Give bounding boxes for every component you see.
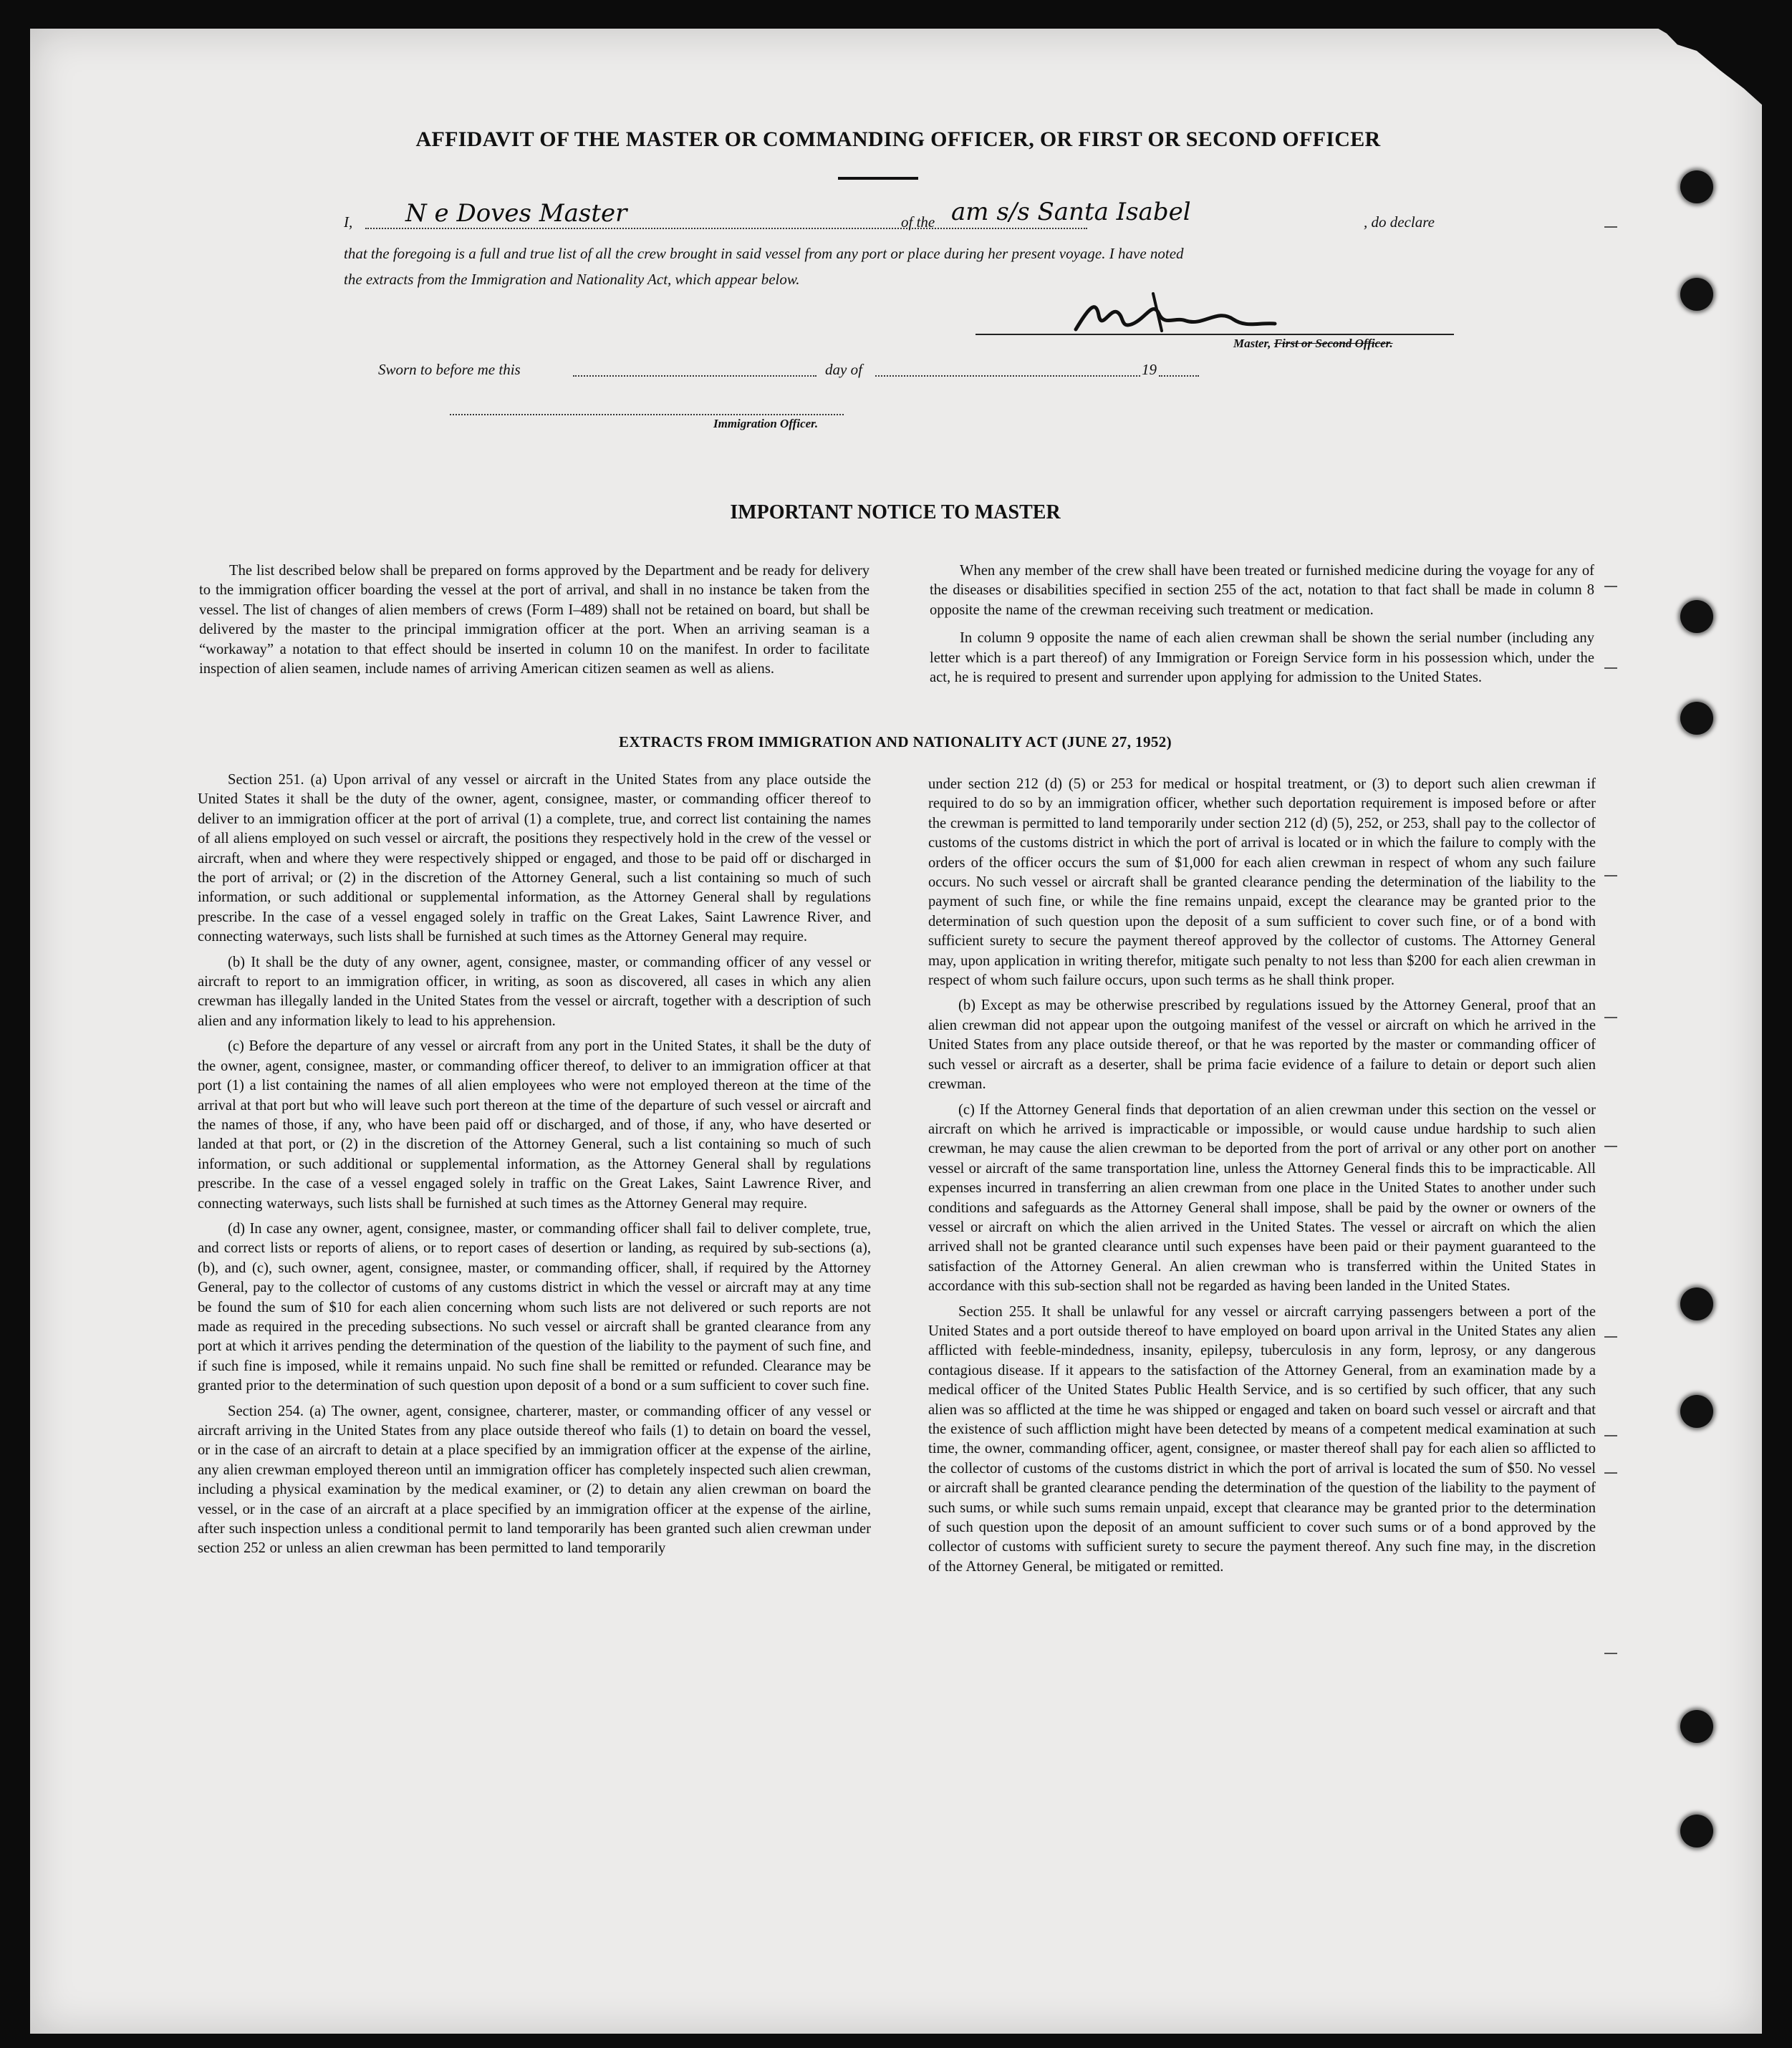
binder-hole-2 — [1680, 278, 1713, 311]
do-declare-label: , do declare — [1364, 213, 1435, 231]
declaration-text-1: that the foregoing is a full and true list of all the crew brought in said vessel from any port or place during her present voyage. I have noted — [344, 245, 1184, 262]
section-251-c: (c) Before the departure of any vessel or aircraft from any port in the United States, it shall be the duty of the owner, agent, consignee, master, or commanding officer thereof, to deliver to an immigration officer at that port (1) a list containing the names of all alien employees who were not employed thereon at the time of the arrival at that port but who will leave such port thereon at the time of the departure of such vessel or aircraft and the names of those, if any, who have been paid off or discharged, and of those, if any, who have deserted or landed at that port, or (2) in the discretion of the Attorney General, such a list containing so much of such information, or such additional or supplemental information, as the Attorney General shall by regulations prescribe. In the case of a vessel engaged solely in traffic on the Great Lakes, Saint Lawrence River, and connecting waterways, such lists shall be furnished at such times as the Attorney General may require. — [198, 1038, 871, 1212]
master-name-handwritten: N e Doves Master — [405, 199, 627, 228]
signature-caption: Master, First or Second Officer. — [1233, 337, 1393, 350]
i-label: I, — [344, 213, 353, 231]
extracts-heading: EXTRACTS FROM IMMIGRATION AND NATIONALITY ACT (JUNE 27, 1952) — [618, 733, 1172, 750]
title-rule — [838, 177, 918, 180]
struck-officer-text: First or Second Officer. — [1273, 337, 1393, 350]
binder-hole-1 — [1680, 170, 1713, 203]
vessel-name-handwritten: am s/s Santa Isabel — [951, 198, 1191, 226]
binder-hole-4 — [1680, 702, 1713, 735]
sworn-year-field — [1159, 357, 1199, 377]
sworn-line — [378, 355, 1202, 384]
section-255: Section 255. It shall be unlawful for any vessel or aircraft carrying passengers between a port of the United States and a port outside thereof to have employed on board upon arrival in the United States any alien afflicted with feeble-mindedness, insanity, epilepsy, tuberculosis in any form, leprosy, or any dangerous contagious disease. If it appears to the satisfaction of the Attorney General, from an examination made by a medical officer of the United States Public Health Service, and is so certified by such officer, that any such alien was so afflicted at the time he was shipped or engaged and taken on board such vessel or aircraft and that the existence of such affliction might have been detected by means of a competent medical examination at such time, the owner, commanding officer, agent, consignee, or master thereof shall pay for each alien so afflicted to the collector of customs of the customs district in which the port of arrival is located the sum of $50. No vessel or aircraft shall be granted clearance pending the determination of the question of the liability to the payment of such sums, or while such sums remain unpaid, except that clearance may be granted prior to the determination of such question upon the deposit of an amount sufficient to cover such sums or of a bond approved by the collector of customs with sufficient surety to secure the payment thereof. Any such fine may, in the discretion of the Attorney General, be mitigated or remitted. — [928, 1303, 1596, 1575]
binder-hole-6 — [1680, 1395, 1713, 1428]
binder-hole-3 — [1680, 600, 1713, 633]
notice-left-column — [199, 561, 869, 687]
binder-hole-7 — [1680, 1710, 1713, 1743]
extracts-left-column — [198, 771, 871, 1559]
sworn-day-field — [573, 357, 816, 377]
declaration-text-2: the extracts from the Immigration and Nationality Act, which appear below. — [344, 271, 800, 288]
declaration-line — [344, 198, 1461, 236]
day-of-label: day of — [825, 361, 862, 378]
section-254-c: (c) If the Attorney General finds that deportation of an alien crewman under this section on the vessel or aircraft on which he arrived is impracticable or impossible, or would cause undue hardship to such alien crewman, he may cause the alien crewman to be deported from the port of arrival or any other port on another vessel or aircraft of the same transportation line, unless the Attorney General finds this to be impracticable. All expenses incurred in transferring an alien crewman from one place in the United States to another under such conditions and safeguards as the Attorney General shall impose, shall be paid by the owner or owners of the vessel or aircraft on which the alien arrived in the United States. The vessel or aircraft on which the alien arrived shall not be granted clearance until such expenses have been paid or their payment guaranteed to the satisfaction of the Attorney General. An alien crewman who is transferred within the United States in accordance with this sub-section shall not be regarded as having been landed in the United States. — [928, 1101, 1596, 1295]
binder-hole-5 — [1680, 1288, 1713, 1320]
signature-line — [976, 334, 1454, 335]
section-254-b: (b) Except as may be otherwise prescribed by regulations issued by the Attorney General, proof that an alien crewman did not appear upon the outgoing manifest of the vessel or aircraft on which he arrived in the United States from any place outside thereof, or that he was reported by the master or commanding officer of such vessel or aircraft as a deserter, shall be prima facie evidence of a failure to detain or deport such alien crewman. — [928, 998, 1596, 1093]
section-254-a-continued: under section 212 (d) (5) or 253 for medical or hospital treatment, or (3) to deport such alien crewman if required to do so by an immigration officer, whether such deportation requirement is imposed before or after the crewman is permitted to land temporarily under section 212 (d) (5), 252, or 253, shall pay to the collector of customs of the customs district in which the port of arrival is located or in which the failure to comply with the orders of the officer occurs the sum of $1,000 for each alien crewman in respect of whom any such failure occurs. No such vessel or aircraft shall be granted clearance pending the determination of the liability to the payment of such fine, or while the fine remains unpaid, except the clearance may be granted prior to the determination of such question upon the deposit of a sum sufficient to cover such fine, or of a bond with sufficient surety to secure the payment thereof approved by the collector of customs. The Attorney General may, upon application in writing therefor, mitigate such penalty to not less than $200 for each alien crewman in respect of whom such failure occurs, upon such terms as he shall think proper. — [928, 776, 1596, 989]
immigration-officer-label: Immigration Officer. — [713, 417, 819, 430]
section-251-b: (b) It shall be the duty of any owner, agent, consignee, master, or commanding officer of any vessel or aircraft to report to an immigration officer, in writing, as soon as discovered, all cases in which any alien crewman has illegally landed in the United States from the vessel or aircraft, together with a description of such alien and any information likely to lead to his apprehension. — [198, 954, 871, 1029]
section-251-d: (d) In case any owner, agent, consignee, master, or commanding officer shall fail to deliver complete, true, and correct lists or reports of aliens, or to report cases of desertion or landing, as required by sub-sections (a), (b), and (c), such owner, agent, consignee, master, or commanding officer, shall, if required by the Attorney General, pay to the collector of customs of any customs district in which the vessel or aircraft may at any time be found the sum of $10 for each alien concerning whom such lists are not delivered or such reports are not made as required in the preceding subsections. No such vessel or aircraft shall be granted clearance from any port at which it arrives pending the determination of the question of the liability to the payment of such fine, and if such fine is imposed, while it remains unpaid. No such fine shall be remitted or refunded. Clearance may be granted prior to the determination of such question upon deposit of a bond or a sum sufficient to cover such fine. — [198, 1220, 871, 1394]
important-notice-heading: IMPORTANT NOTICE TO MASTER — [730, 501, 1061, 523]
of-the-label: of the — [901, 213, 935, 231]
notice-left-text: The list described below shall be prepared on forms approved by the Department and be ready for delivery to the immigration officer boarding the vessel at the port of arrival, and shall in no instance be taken from the vessel. The list of changes of alien members of crews (Form I–489) shall not be retained on board, but shall be delivered by the master to the principal immigration officer at the port. When an arriving seaman is a “workaway” a notation to that effect should be inserted in column 10 on the manifest. In order to facilitate inspection of alien seamen, include names of arriving American citizen seamen as well as aliens. — [199, 563, 869, 677]
binder-hole-8 — [1680, 1815, 1713, 1847]
immigration-officer-field — [450, 395, 844, 415]
extracts-right-column — [928, 775, 1596, 1577]
notice-right-text-1: When any member of the crew shall have been treated or furnished medicine during the voyage for any of the diseases or disabilities specified in section 255 of the act, notation to that fact shall be made in column 8 opposite the name of the crewman receiving such treatment or medication. — [930, 563, 1594, 618]
affidavit-title: AFFIDAVIT OF THE MASTER OR COMMANDING OFFICER, OR FIRST OR SECOND OFFICER — [415, 127, 1381, 151]
section-251-a: Section 251. (a) Upon arrival of any vessel or aircraft in the United States from any place outside the United States it shall be the duty of the owner, agent, consignee, master, or commanding officer thereof to deliver to an immigration officer at the port of arrival (1) a complete, true, and correct list containing the names of all aliens employed on such vessel or aircraft, the positions they respectively hold in the crew of the vessel or aircraft, when and where they were respectively shipped or engaged, and those to be paid off or discharged in the port of arrival; or (2) in the discretion of the Attorney General, such a list containing so much of such information, or such additional or supplemental information, as the Attorney General shall by regulations prescribe. In the case of a vessel engaged solely in traffic on the Great Lakes, Saint Lawrence River, and connecting waterways, such lists shall be furnished at such times as the Attorney General may require. — [198, 772, 871, 945]
notice-right-column — [930, 561, 1594, 696]
year-label: 19 — [1142, 361, 1157, 378]
sworn-month-field — [875, 357, 1140, 377]
notice-right-text-2: In column 9 opposite the name of each alien crewman shall be shown the serial number (including any letter which is a part thereof) of any Immigration or Foreign Service form in his possession which, under the act, he is required to present and surrender upon applying for admission to the United States. — [930, 630, 1594, 686]
sworn-label: Sworn to before me this — [378, 361, 521, 378]
torn-corner — [1656, 27, 1763, 106]
section-254-a: Section 254. (a) The owner, agent, consignee, charterer, master, or commanding officer of any vessel or aircraft arriving in the United States from any place outside thereof who fails (1) to detain on board the vessel, or in the case of an aircraft to detain at a place specified by an immigration officer at the expense of the airline, any alien crewman employed thereon until an immigration officer has completely inspected such alien crewman, including a physical examination by the medical examiner, or (2) to detain any alien crewman on board the vessel, or in the case of an aircraft at a place specified by an immigration officer at the expense of the airline, after such inspection unless a conditional permit to land temporarily has been granted such alien crewman under section 252 or unless an alien crewman has been permitted to land temporarily — [198, 1403, 871, 1557]
